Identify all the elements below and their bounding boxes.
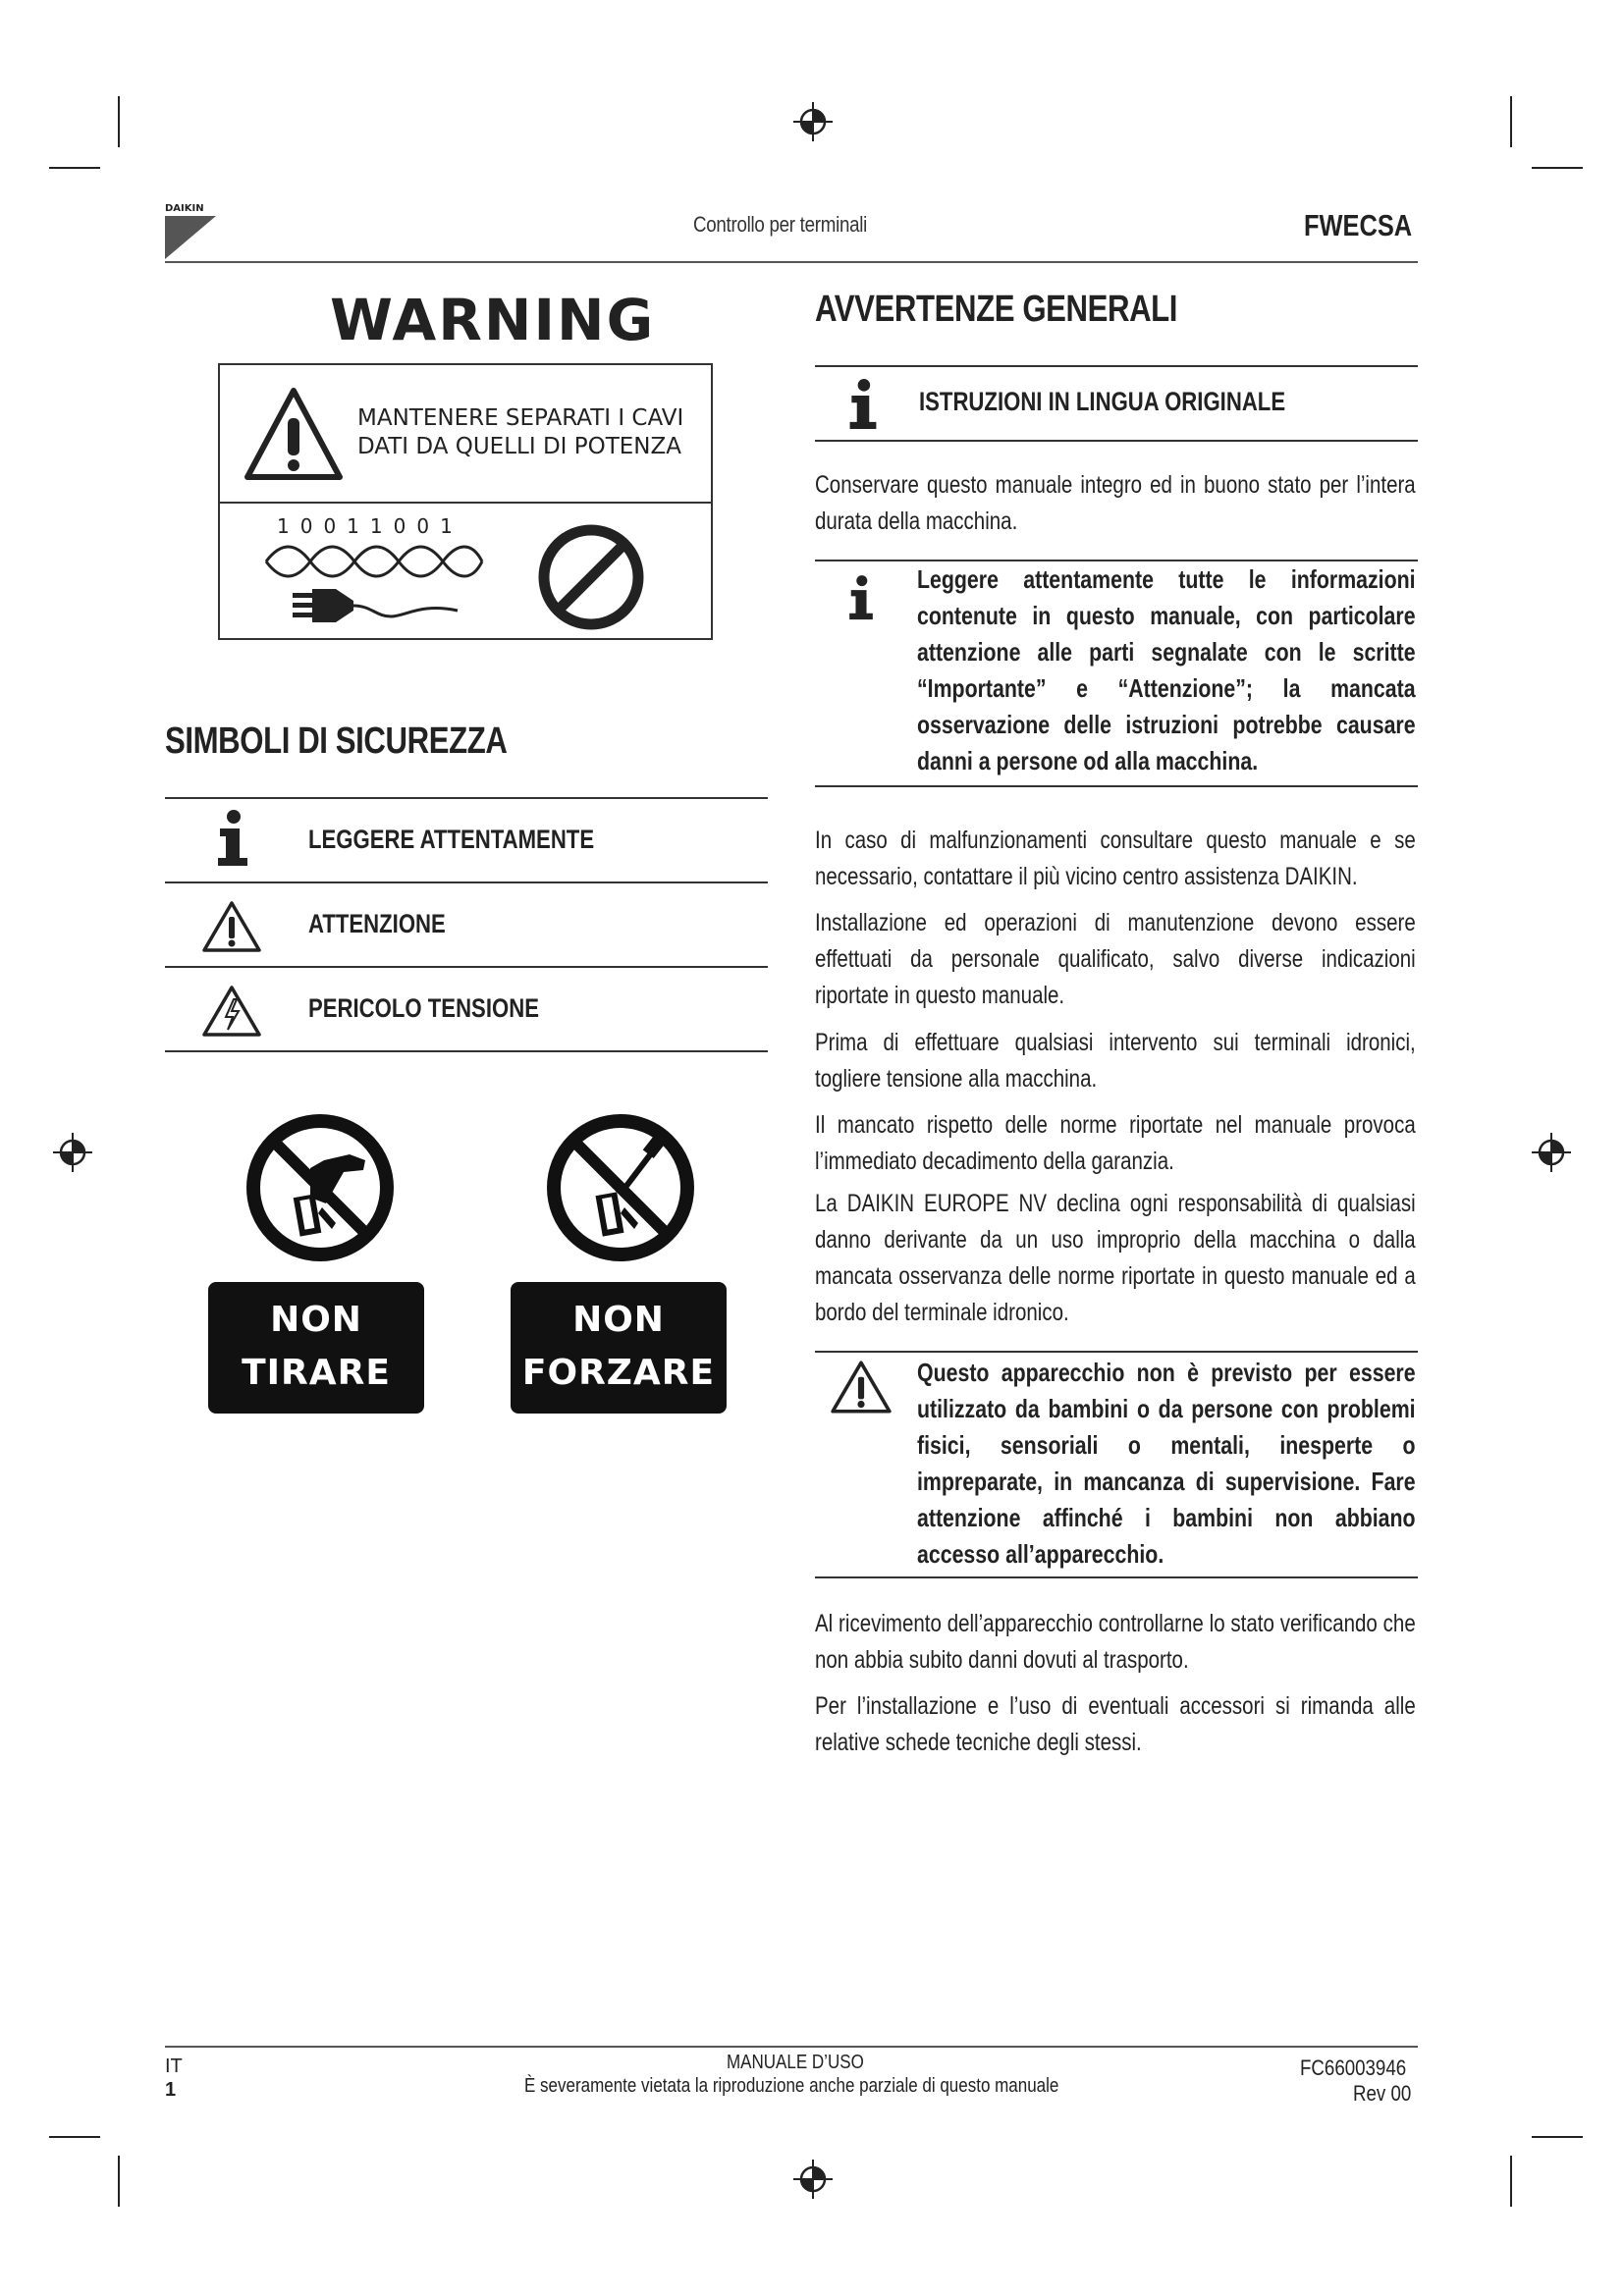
no-pulling-icon xyxy=(242,1109,399,1266)
crop-mark xyxy=(1532,2136,1583,2138)
paragraph xyxy=(815,1025,1416,1097)
paragraph-text: In caso di malfunzionamenti consultare questo manuale e se necessario, contattare il più vicino centro assistenza DAIKIN. xyxy=(815,827,1416,890)
symbol-label-voltage-danger: PERICOLO TENSIONE xyxy=(308,993,539,1023)
registration-mark-icon xyxy=(53,1133,92,1172)
footer-divider xyxy=(165,2046,1418,2048)
info-icon xyxy=(214,809,251,868)
page-number: 1 xyxy=(165,2079,177,2101)
symbol-label-read-carefully: LEGGERE ATTENTAMENTE xyxy=(308,825,595,854)
symbols-rule xyxy=(165,1050,768,1052)
note-text: Leggere attentamente tutte le informazioni contenute in questo manuale, con particolare attenzione alle parti segnalate con le scritte “Importante” e “Attenzione”; la mancata osservazione delle istruzioni potrebbe causare danni a persone od alla macchina. xyxy=(917,564,1416,775)
no-forcing-icon xyxy=(542,1109,699,1266)
registration-mark-icon xyxy=(1532,1133,1571,1172)
warning-label xyxy=(218,363,713,640)
paragraph-text: Al ricevimento dell’apparecchio controllarne lo stato verificando che non abbia subito danni dovuti al trasporto. xyxy=(815,1610,1416,1674)
logo-text: DAIKIN xyxy=(165,203,204,214)
paragraph xyxy=(815,1107,1416,1180)
symbols-rule xyxy=(165,797,768,799)
paragraph xyxy=(815,1688,1416,1761)
general-warnings-title: AVVERTENZE GENERALI xyxy=(815,289,1178,330)
header-divider xyxy=(165,261,1418,263)
warning-triangle-icon xyxy=(200,899,263,954)
header-title: Controllo per terminali xyxy=(693,212,868,237)
badge-line: NON xyxy=(270,1300,362,1340)
note-text: Questo apparecchio non è previsto per essere utilizzato da bambini o da persone con problemi fisici, sensoriali o mentali, inesperte o impreparate, in mancanza di supervisione. Fare attenzione affinché i bambini non abbiano accesso all’apparecchio. xyxy=(917,1358,1416,1569)
footer-doc-type: MANUALE D’USO xyxy=(727,2052,864,2073)
crop-mark xyxy=(49,167,100,169)
badge-line: TIRARE xyxy=(242,1353,391,1393)
paragraph xyxy=(815,905,1416,1014)
crop-mark xyxy=(1510,96,1512,147)
electric-hazard-icon xyxy=(200,984,263,1039)
warning-triangle-icon xyxy=(829,1359,893,1415)
warning-label-divider xyxy=(220,502,711,504)
no-forcing-badge xyxy=(511,1282,727,1414)
no-pulling-badge xyxy=(208,1282,424,1414)
children-warning-note xyxy=(917,1355,1416,1573)
crop-mark xyxy=(1532,167,1583,169)
info-icon xyxy=(846,571,876,624)
paragraph-text: Prima di effettuare qualsiasi intervento sui terminali idronici, togliere tensione alla macchina. xyxy=(815,1029,1416,1093)
note-rule xyxy=(815,1576,1418,1578)
paragraph xyxy=(815,1186,1416,1331)
doc-revision: Rev 00 xyxy=(1353,2081,1412,2106)
doc-code: FC66003946 xyxy=(1300,2056,1407,2080)
paragraph-text: La DAIKIN EUROPE NV declina ogni responsabilità di qualsiasi danno derivante da un uso improprio della macchina o dalla mancata osservanza delle norme riportate in questo manuale ed a bordo del terminale idronico. xyxy=(815,1190,1416,1326)
paragraph-text: Installazione ed operazioni di manutenzione devono essere effettuati da personale qualificato, salvo diverse indicazioni riportate in questo manuale. xyxy=(815,909,1416,1009)
registration-mark-icon xyxy=(793,2160,833,2199)
warning-triangle-icon xyxy=(242,385,346,483)
paragraph-text: Il mancato rispetto delle norme riportate nel manuale provoca l’immediato decadimento della garanzia. xyxy=(815,1111,1416,1175)
model-code: FWECSA xyxy=(1304,208,1413,242)
footer-language: IT xyxy=(165,2056,183,2077)
note-rule xyxy=(815,1351,1418,1353)
symbol-label-attention: ATTENZIONE xyxy=(308,909,446,938)
important-note xyxy=(917,561,1416,779)
section-rule xyxy=(815,365,1418,367)
warning-message: MANTENERE SEPARATI I CAVI DATI DA QUELLI DI POTENZA xyxy=(357,405,684,459)
paragraph-text: Conservare questo manuale integro ed in buono stato per l’intera durata della macchina. xyxy=(815,471,1416,535)
warning-title: WARNING xyxy=(330,287,656,353)
note-rule xyxy=(815,785,1418,787)
prohibited-icon xyxy=(536,522,646,632)
symbols-rule xyxy=(165,966,768,968)
paragraph xyxy=(815,823,1416,895)
crop-mark xyxy=(1510,2156,1512,2207)
badge-line: FORZARE xyxy=(521,1353,716,1393)
binary-code: 10011001 xyxy=(277,514,463,538)
twisted-cable-icon xyxy=(261,542,487,581)
info-icon xyxy=(846,375,880,434)
power-plug-icon xyxy=(293,583,460,628)
paragraph xyxy=(815,1606,1416,1679)
footer-notice: È severamente vietata la riproduzione anche parziale di questo manuale xyxy=(524,2075,1059,2097)
safety-symbols-title: SIMBOLI DI SICUREZZA xyxy=(165,721,508,762)
section-rule xyxy=(815,440,1418,442)
paragraph-text: Per l’installazione e l’uso di eventuali accessori si rimanda alle relative schede tecniche degli stessi. xyxy=(815,1692,1416,1756)
paragraph xyxy=(815,467,1416,540)
registration-mark-icon xyxy=(793,102,833,141)
symbols-rule xyxy=(165,881,768,883)
daikin-logo xyxy=(163,200,218,261)
crop-mark xyxy=(49,2136,100,2138)
crop-mark xyxy=(118,96,120,147)
original-instructions-label: ISTRUZIONI IN LINGUA ORIGINALE xyxy=(919,387,1286,416)
badge-line: NON xyxy=(572,1300,665,1340)
crop-mark xyxy=(118,2156,120,2207)
